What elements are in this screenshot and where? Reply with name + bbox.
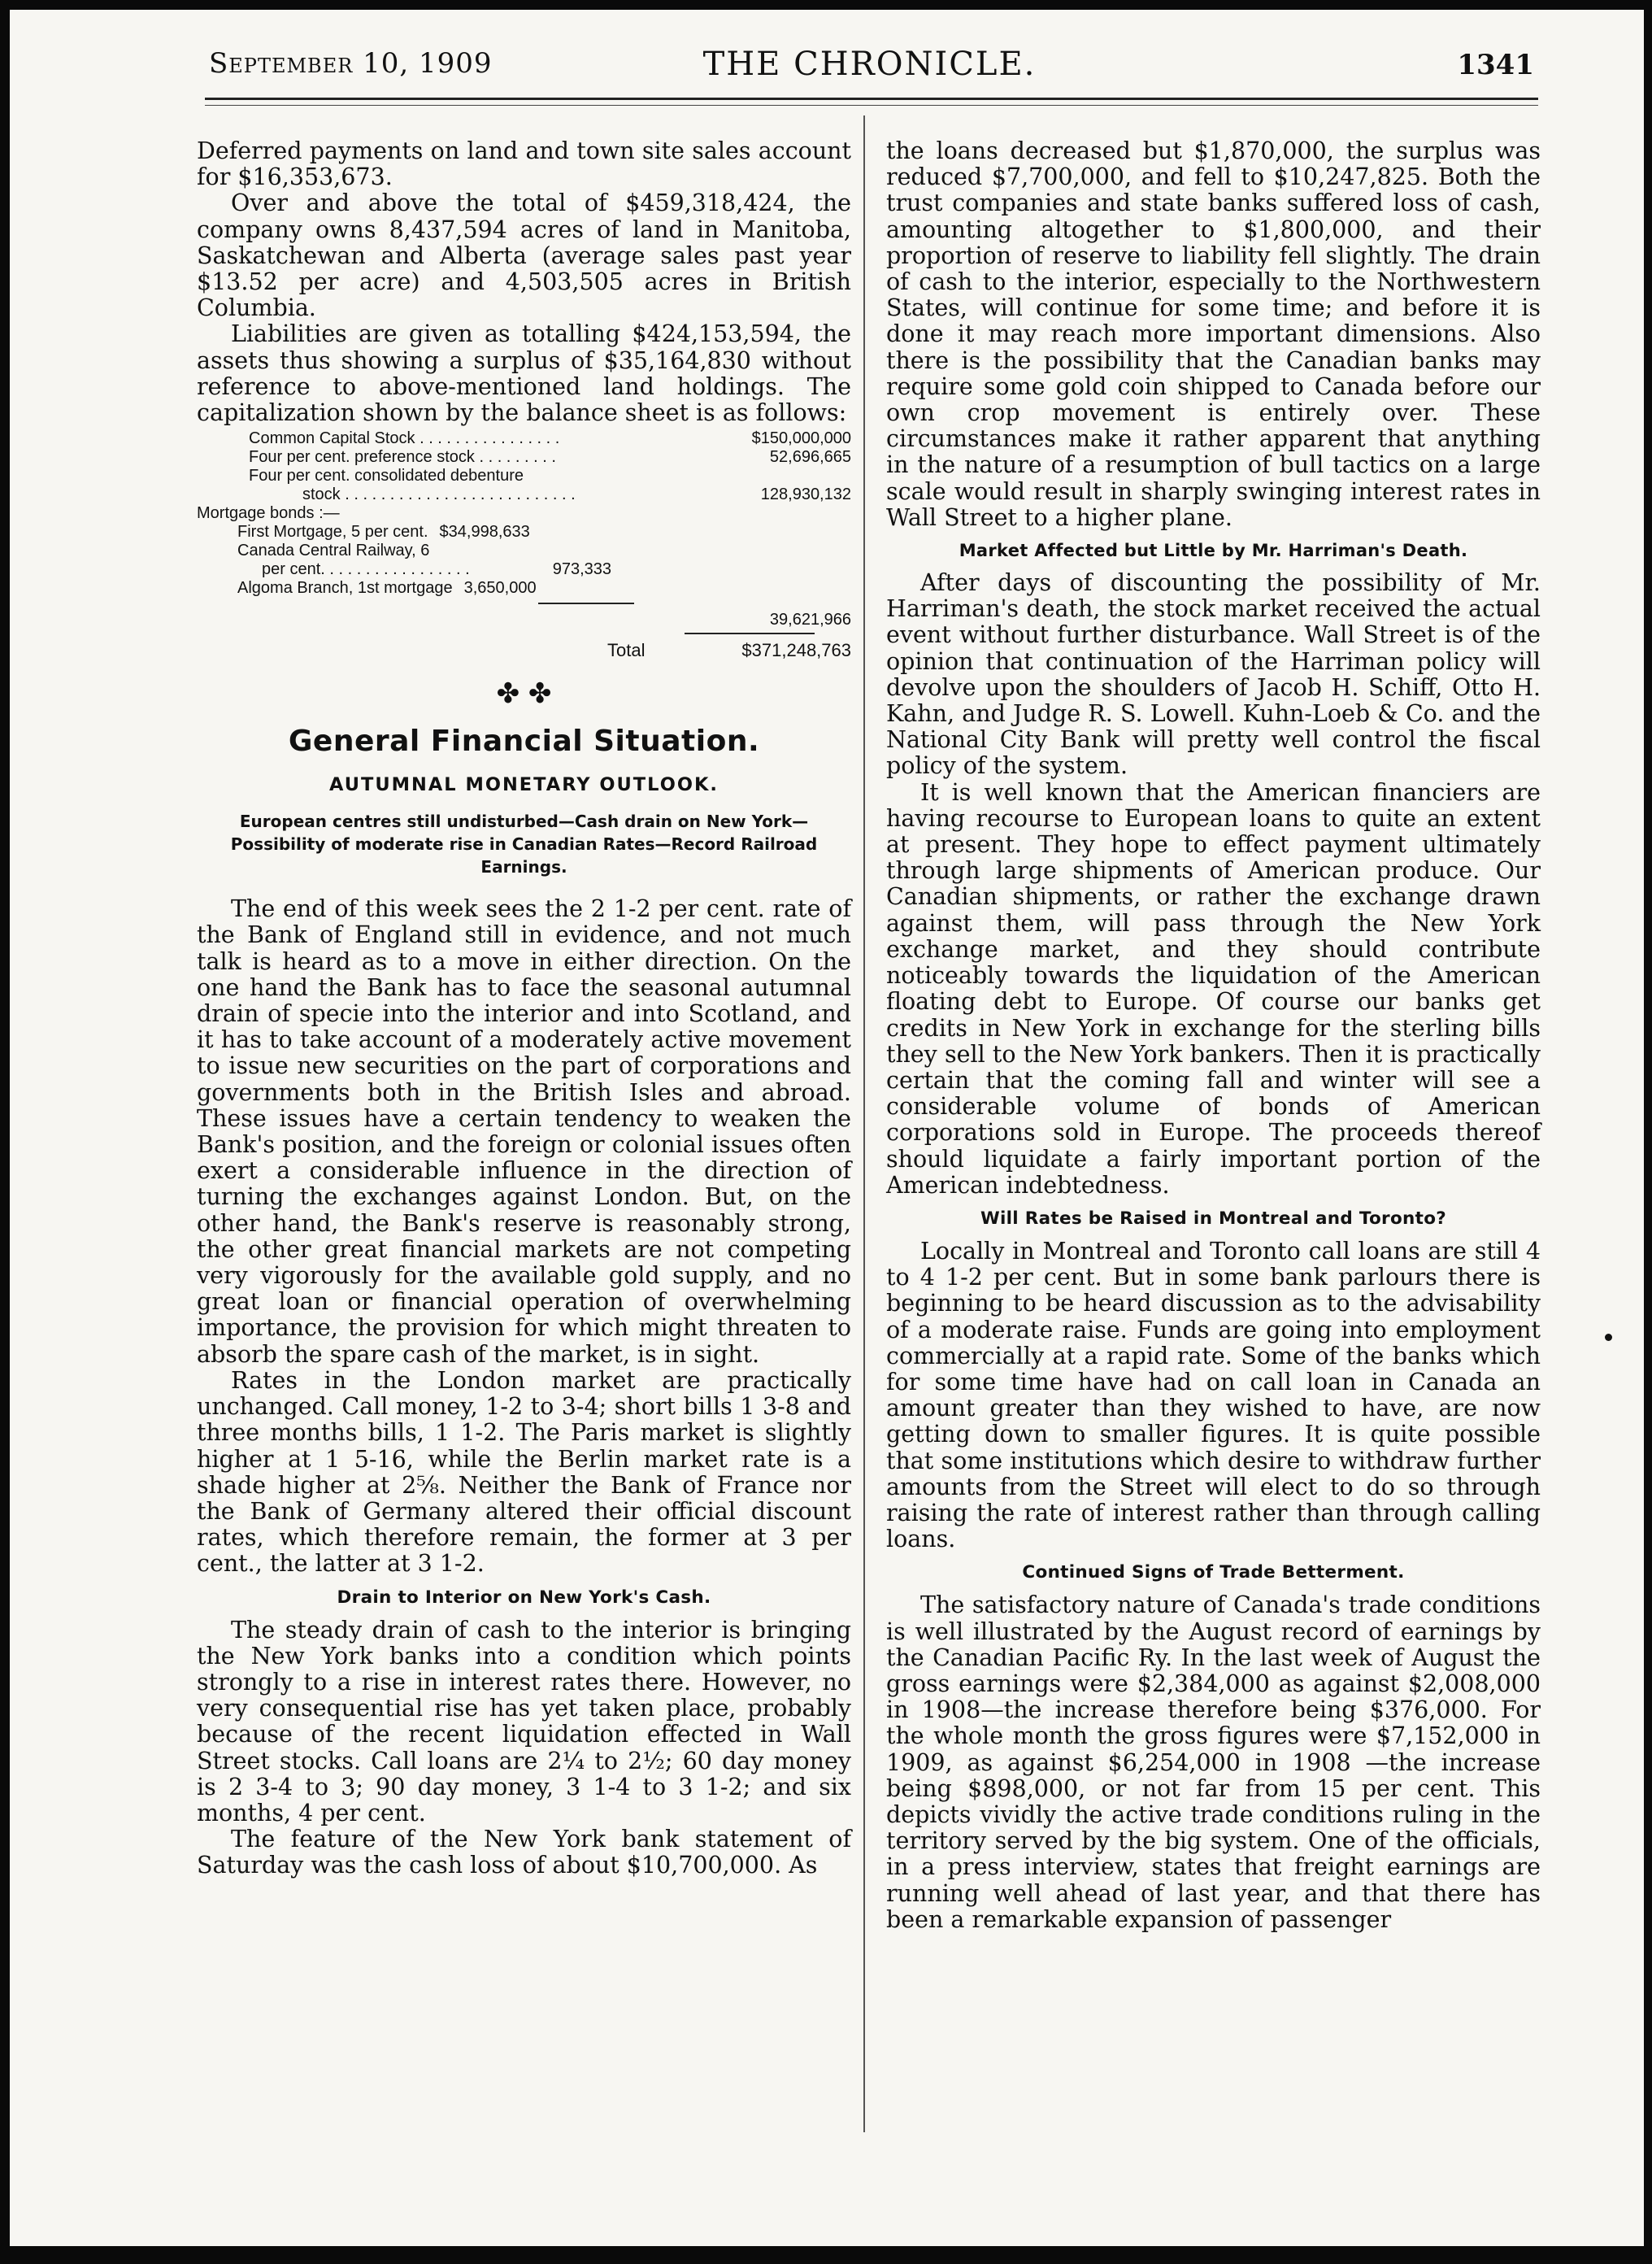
row-amount: 52,696,665 [769, 448, 851, 467]
section-heading: Continued Signs of Trade Betterment. [1022, 1562, 1405, 1583]
newspaper-page [10, 10, 1644, 2246]
row-amount: 39,621,966 [769, 611, 851, 629]
table-row [197, 467, 851, 485]
article-headline: General Financial Situation. [288, 725, 760, 759]
capitalization-table [197, 429, 851, 660]
row-amount: 3,650,000 [463, 579, 537, 598]
page-header [197, 44, 1542, 85]
row-label: per cent. . . . . . . . . . . . . . . . . [262, 560, 470, 579]
header-page-number: 1341 [1457, 49, 1534, 81]
paragraph: the loans decreased but $1,870,000, the surplus was reduced $7,700,000, and fell to $10,247,825. Both the trust companies and state banks suffered loss of cash, amounting altogether to $1,800,000, and their proportion of reserve to liability fell slightly. The drain of cash to the interior, especially to the Northwestern States, will continue for some time; and before it is done it may reach more important dimensions. Also there is the possibility that the Canadian banks may require some gold coin shipped to Canada before our own crop movement is entirely over. These circumstances make it rather apparent that anything in the nature of a resumption of bull tactics on a large scale would result in sharply swinging interest rates in Wall Street to a higher plane. [886, 137, 1541, 531]
row-label: Common Capital Stock . . . . . . . . . . . . . . . . [249, 429, 560, 448]
paragraph: After days of discounting the possibility of Mr. Harriman's death, the stock market received the actual event without further disturbance. Wall Street is of the opinion that continuation of the Harriman policy will devolve upon the shoulders of Jacob H. Schiff, Otto H. Kahn, and Judge R. S. Lowell. Kuhn-Loeb & Co. and the National City Bank will pretty well control the fiscal policy of the system. [886, 569, 1541, 780]
section-heading: Market Affected but Little by Mr. Harriman's Death. [959, 541, 1468, 561]
margin-dot [1605, 1334, 1612, 1341]
table-row [197, 523, 851, 542]
row-label: Four per cent. preference stock . . . . . . . . . [249, 448, 556, 467]
row-amount: 973,333 [552, 560, 611, 579]
left-column [197, 138, 851, 1879]
section-heading: Drain to Interior on New York's Cash. [337, 1587, 711, 1608]
section-ornament: ✤ ✤ [496, 677, 552, 711]
table-row [197, 542, 851, 560]
row-label: Algoma Branch, 1st mortgage [237, 579, 453, 598]
paragraph: Deferred payments on land and town site sales account for $16,353,673. [197, 137, 851, 191]
header-rule-thin [205, 105, 1538, 106]
header-title: THE CHRONICLE. [702, 46, 1037, 83]
row-label: First Mortgage, 5 per cent. [237, 523, 428, 542]
row-amount: 128,930,132 [760, 485, 851, 504]
article-deck: European centres still undisturbed—Cash drain on New York—Possibility of moderate rise in Canadian Rates—Record Railroad Earnings. [230, 812, 818, 877]
underline-rule [685, 633, 815, 634]
column-divider [863, 115, 865, 2132]
total-amount: $371,248,763 [741, 640, 851, 661]
row-amount: $150,000,000 [751, 429, 851, 448]
header-rule-thick [205, 98, 1538, 100]
paragraph: The steady drain of cash to the interior is bringing the New York banks into a condition which points strongly to a rise in interest rates there. However, no very consequential rise has yet taken place, probably because of the recent liquidation effected in Wall Street stocks. Call loans are 2¼ to 2½; 60 day money is 2 3-4 to 3; 90 day money, 3 1-4 to 3 1-2; and six months, 4 per cent. [197, 1616, 851, 1826]
article-subheadline: AUTUMNAL MONETARY OUTLOOK. [329, 774, 719, 796]
section-heading: Will Rates be Raised in Montreal and Toronto? [980, 1208, 1447, 1229]
paragraph: The end of this week sees the 2 1-2 per cent. rate of the Bank of England still in evidence, and not much talk is heard as to a move in either direction. On the one hand the Bank has to face the seasonal autumnal drain of specie into the interior and into Scotland, and it has to take account of a moderately active movement to issue new securities on the part of corporations and governments both in the British Isles and abroad. These issues have a certain tendency to weaken the Bank's position, and the foreign or colonial issues often exert a considerable influence in the direction of turning the exchanges against London. But, on the other hand, the Bank's reserve is reasonably strong, the other great financial markets are not competing very vigorously for the available gold supply, and no great loan or financial operation of overwhelming importance, the provision for which might threaten to absorb the spare cash of the market, is in sight. [197, 895, 851, 1368]
paragraph: Locally in Montreal and Toronto call loans are still 4 to 4 1-2 per cent. But in some bank parlours there is beginning to be heard discussion as to the advisability of a moderate raise. Funds are going into employment commercially at a rapid rate. Some of the banks which for some time have had on call loan in Canada an amount greater than they wished to have, are now getting down to smaller figures. It is quite possible that some institutions which desire to withdraw further amounts from the Street will elect to do so through raising the rate of interest rather than through calling loans. [886, 1237, 1541, 1553]
header-date: September 10, 1909 [209, 47, 493, 80]
table-row [197, 611, 851, 629]
row-amount: $34,998,633 [439, 523, 530, 542]
table-row [197, 485, 851, 504]
paragraph: The feature of the New York bank statement of Saturday was the cash loss of about $10,700,000. As [197, 1826, 851, 1879]
paragraph: It is well known that the American financiers are having recourse to European loans to quite an extent at present. They hope to effect payment ultimately through large shipments of American produce. Our Canadian shipments, or rather the exchange drawn against them, will pass through the New York exchange market, and they should contribute noticeably towards the liquidation of the American floating debt to Europe. Of course our banks get credits in New York in exchange for the sterling bills they sell to the New York bankers. Then it is practically certain that the coming fall and winter will see a considerable volume of bonds of American corporations sold in Europe. The proceeds thereof should liquidate a fairly important portion of the American indebtedness. [886, 778, 1541, 1199]
paragraph: Over and above the total of $459,318,424, the company owns 8,437,594 acres of land in Manitoba, Saskatchewan and Alberta (average sales past year $13.52 per acre) and 4,503,505 acres in British Columbia. [197, 189, 851, 322]
row-label: Canada Central Railway, 6 [237, 542, 430, 560]
paragraph: Rates in the London market are practically unchanged. Call money, 1-2 to 3-4; short bills 1 3-8 and three months bills, 1 1-2. The Paris market is slightly higher at 1 5-16, while the Berlin market rate is a shade higher at 2⅝. Neither the Bank of France nor the Bank of Germany altered their official discount rates, which therefore remain, the former at 3 per cent., the latter at 3 1-2. [197, 1366, 851, 1578]
table-row [197, 560, 611, 579]
right-column [886, 138, 1541, 1933]
paragraph: Liabilities are given as totalling $424,153,594, the assets thus showing a surplus of $35,164,830 without reference to above-mentioned land holdings. The capitalization shown by the balance sheet is as follows: [197, 320, 851, 427]
row-label: Mortgage bonds :— [197, 504, 340, 523]
table-row [197, 429, 851, 448]
total-label: Total [607, 640, 646, 661]
table-row [197, 448, 851, 467]
table-row [197, 504, 851, 523]
paragraph: The satisfactory nature of Canada's trade conditions is well illustrated by the August record of earnings by the Canadian Pacific Ry. In the last week of August the gross earnings were $2,384,000 as against $2,008,000 in 1908—the increase therefore being $376,000. For the whole month the gross figures were $7,152,000 in 1909, as against $6,254,000 in 1908 —the increase being $898,000, or not far from 15 per cent. This depicts vividly the active trade conditions ruling in the territory served by the big system. One of the officials, in a press interview, states that freight earnings are running well ahead of last year, and that there has been a remarkable expansion of passenger [886, 1591, 1541, 1933]
row-label: Four per cent. consolidated debenture [249, 467, 524, 485]
table-row [197, 641, 851, 660]
row-label: stock . . . . . . . . . . . . . . . . . . . . . . . . . . [302, 485, 576, 504]
